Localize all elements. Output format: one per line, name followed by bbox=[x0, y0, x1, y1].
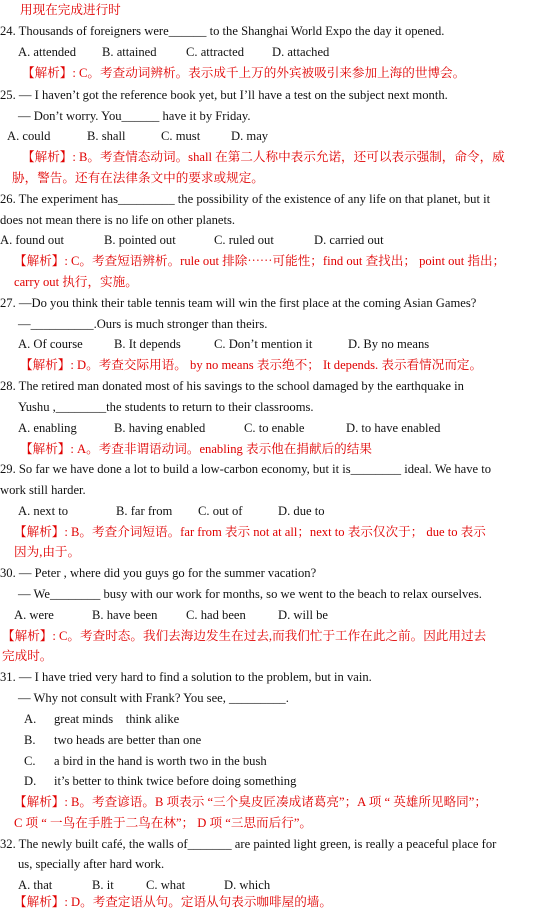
q26-option-b: B. pointed out bbox=[104, 233, 176, 247]
q24-option-d: D. attached bbox=[272, 45, 330, 59]
q29-stem-line2: work still harder. bbox=[0, 483, 86, 497]
q24-option-c: C. attracted bbox=[186, 45, 245, 59]
q29-analysis-line2: 因为,由于。 bbox=[14, 545, 81, 559]
q32-option-b: B. it bbox=[92, 878, 114, 892]
q25-options bbox=[7, 126, 268, 146]
q32-option-d: D. which bbox=[224, 878, 271, 892]
q30-option-a: A. were bbox=[14, 608, 54, 622]
top-answer-continuation: 用现在完成进行时 bbox=[20, 3, 121, 17]
q32-stem-line1: 32. The newly built café, the walls of_______ are painted light green, is really a peaceful place for bbox=[0, 837, 497, 851]
q25-option-b: B. shall bbox=[87, 129, 126, 143]
q29-analysis-line1: 【解析】: B。考查介词短语。far from 表示 not at all；next to 表示仅次于； due to 表示 bbox=[14, 525, 486, 539]
q26-options bbox=[0, 230, 384, 250]
q30-option-b: B. have been bbox=[92, 608, 158, 622]
q31-option-d-letter: D. bbox=[24, 774, 37, 788]
q27-stem-reply: —__________.Ours is much stronger than theirs. bbox=[18, 317, 268, 331]
q25-option-d: D. may bbox=[231, 129, 269, 143]
q28-analysis: 【解析】: A。考查非谓语动词。enabling 表示他在捐献后的结果 bbox=[20, 442, 372, 456]
q31-stem-reply: — Why not consult with Frank? You see, _________. bbox=[18, 691, 289, 705]
q29-option-c: C. out of bbox=[198, 504, 243, 518]
q24-options bbox=[18, 42, 329, 62]
q32-stem-line2: us, specially after hard work. bbox=[18, 857, 165, 871]
q27-option-b: B. It depends bbox=[114, 337, 181, 351]
q30-stem-reply: — We________ busy with our work for months, so we went to the beach to relax ourselves. bbox=[18, 587, 482, 601]
q28-option-b: B. having enabled bbox=[114, 421, 206, 435]
q30-analysis-line1: 【解析】: C。考查时态。我们去海边发生在过去,而我们忙于工作在此之前。因此用过去 bbox=[2, 629, 487, 643]
q31-option-d bbox=[24, 771, 296, 791]
q30-analysis-line2: 完成时。 bbox=[2, 649, 53, 663]
q27-stem: 27. —Do you think their table tennis team will win the first place at the coming Asian Games? bbox=[0, 296, 477, 310]
q29-option-d: D. due to bbox=[278, 504, 325, 518]
q31-option-b-letter: B. bbox=[24, 733, 36, 747]
q25-option-c: C. must bbox=[161, 129, 201, 143]
q30-options bbox=[14, 605, 328, 625]
q30-option-c: C. had been bbox=[186, 608, 246, 622]
q31-analysis-line1: 【解析】: B。考查谚语。B 项表示 “三个臭皮匠凑成诸葛亮”；A 项 “ 英雄所见略同”； bbox=[14, 795, 487, 809]
q26-analysis-line1: 【解析】: C。考查短语辨析。rule out 排除⋯⋯可能性；find out 查找出； point out 指出； bbox=[14, 254, 506, 268]
q31-option-c-text: a bird in the hand is worth two in the bush bbox=[54, 754, 267, 768]
q26-analysis-line2: carry out 执行，实施。 bbox=[14, 275, 138, 289]
q25-stem: 25. — I haven’t got the reference book yet, but I’ll have a test on the subject next month. bbox=[0, 88, 448, 102]
q26-stem-line2: does not mean there is no life on other planets. bbox=[0, 213, 236, 227]
q26-stem-line1: 26. The experiment has_________ the possibility of the existence of any life on that planet, but it bbox=[0, 192, 491, 206]
q28-options bbox=[18, 418, 440, 438]
q29-options bbox=[18, 501, 325, 521]
q31-stem: 31. — I have tried very hard to find a solution to the problem, but in vain. bbox=[0, 670, 372, 684]
q31-option-b-text: two heads are better than one bbox=[54, 733, 202, 747]
q29-stem-line1: 29. So far we have done a lot to build a low-carbon economy, but it is________ ideal. We have to bbox=[0, 462, 492, 476]
q30-option-d: D. will be bbox=[278, 608, 329, 622]
q27-option-d: D. By no means bbox=[348, 337, 430, 351]
q26-option-a: A. found out bbox=[0, 233, 65, 247]
q25-stem-reply: — Don’t worry. You______ have it by Friday. bbox=[18, 109, 251, 123]
q27-analysis: 【解析】: D。考查交际用语。 by no means 表示绝不； It depends. 表示看情况而定。 bbox=[20, 358, 483, 372]
q31-analysis-line2: C 项 “ 一鸟在手胜于二鸟在林”； D 项 “三思而后行”。 bbox=[14, 816, 313, 830]
q28-option-d: D. to have enabled bbox=[346, 421, 441, 435]
q28-stem-line1: 28. The retired man donated most of his savings to the school damaged by the earthquake in bbox=[0, 379, 464, 393]
q28-option-a: A. enabling bbox=[18, 421, 77, 435]
q25-analysis-line1: 【解析】: B。考查情态动词。shall 在第二人称中表示允诺，还可以表示强制，命令，威 bbox=[22, 150, 505, 164]
q31-option-d-text: it’s better to think twice before doing something bbox=[54, 774, 297, 788]
q25-option-a: A. could bbox=[7, 129, 51, 143]
q24-analysis: 【解析】: C。考查动词辨析。表示成千上万的外宾被吸引来参加上海的世博会。 bbox=[22, 66, 466, 80]
q31-option-b bbox=[24, 730, 201, 750]
q25-analysis-line2: 胁，警告。还有在法律条文中的要求或规定。 bbox=[12, 171, 264, 185]
q24-option-a: A. attended bbox=[18, 45, 77, 59]
q29-option-b: B. far from bbox=[116, 504, 173, 518]
q29-option-a: A. next to bbox=[18, 504, 69, 518]
q27-option-c: C. Don’t mention it bbox=[214, 337, 313, 351]
q27-options bbox=[18, 334, 429, 354]
q27-option-a: A. Of course bbox=[18, 337, 83, 351]
q26-option-c: C. ruled out bbox=[214, 233, 274, 247]
q30-stem: 30. — Peter , where did you guys go for the summer vacation? bbox=[0, 566, 317, 580]
q31-option-a-letter: A. bbox=[24, 712, 37, 726]
q32-analysis: 【解析】: D。考查定语从句。定语从句表示咖啡屋的墙。 bbox=[14, 895, 332, 909]
q28-stem-line2: Yushu ,________the students to return to their classrooms. bbox=[18, 400, 314, 414]
q24-option-b: B. attained bbox=[102, 45, 157, 59]
q31-option-c bbox=[24, 751, 267, 771]
q28-option-c: C. to enable bbox=[244, 421, 305, 435]
q26-option-d: D. carried out bbox=[314, 233, 384, 247]
q31-option-a bbox=[24, 709, 179, 729]
q24-stem: 24. Thousands of foreigners were______ to the Shanghai World Expo the day it opened. bbox=[0, 24, 445, 38]
q32-option-c: C. what bbox=[146, 878, 186, 892]
q31-option-c-letter: C. bbox=[24, 754, 36, 768]
q32-option-a: A. that bbox=[18, 878, 53, 892]
q31-option-a-text: great minds think alike bbox=[54, 712, 180, 726]
